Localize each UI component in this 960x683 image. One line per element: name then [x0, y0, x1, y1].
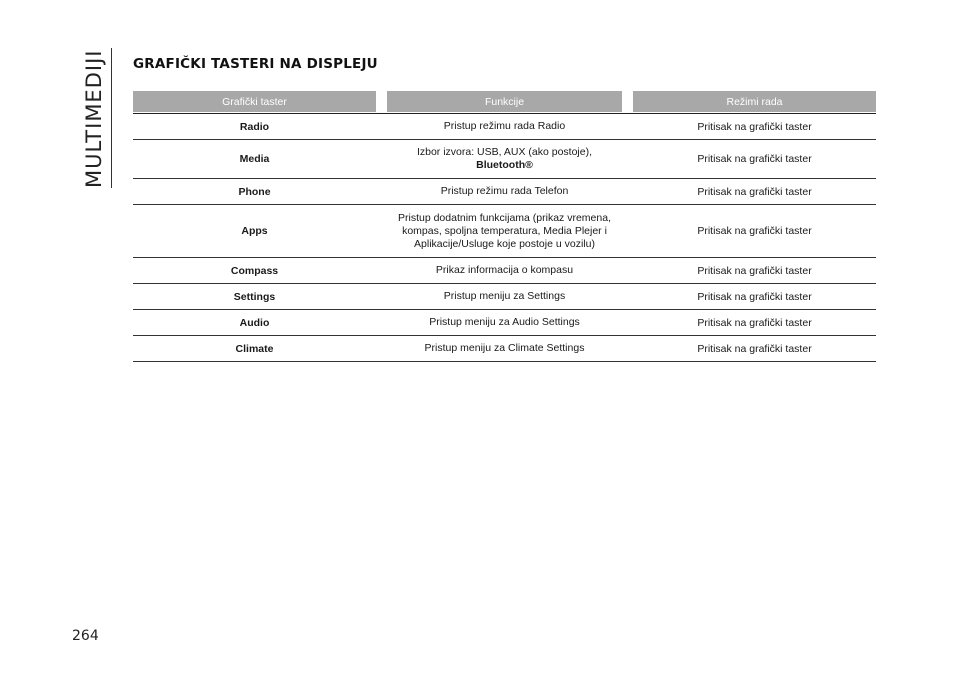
cell-button: Apps [241, 225, 268, 237]
cell-mode: Pritisak na grafički taster [697, 185, 812, 198]
table-row [133, 284, 876, 310]
cell-function-line: Pristup dodatnim funkcijama (prikaz vremena, [397, 211, 611, 224]
cell-function: Prikaz informacija o kompasu [435, 264, 574, 276]
cell-function: Pristup režimu rada Radio [443, 120, 566, 132]
table-row [133, 310, 876, 336]
section-title-vertical [82, 49, 112, 188]
cell-mode: Pritisak na grafički taster [697, 225, 812, 237]
page-heading: GRAFIČKI TASTERI NA DISPLEJU [133, 56, 378, 72]
cell-function-line: Aplikacije/Usluge koje postoje u vozilu) [414, 237, 595, 250]
header-cell-mode: Režimi rada [633, 91, 876, 112]
section-title-text: MULTIMEDIJI [82, 49, 106, 188]
cell-function-line: kompas, spoljna temperatura, Media Plejer i [402, 224, 607, 237]
cell-mode: Pritisak na grafički taster [697, 120, 812, 133]
section-divider [111, 48, 112, 188]
cell-function: Pristup meniju za Audio Settings [429, 316, 580, 328]
cell-function-line: Izbor izvora: USB, AUX (ako postoje), [416, 146, 593, 158]
cell-function: Pristup režimu rada Telefon [440, 185, 569, 197]
table-row [133, 179, 876, 205]
cell-mode: Pritisak na grafički taster [697, 342, 812, 355]
header-cell-function: Funkcije [387, 91, 622, 112]
table-row [133, 140, 876, 179]
buttons-table [133, 91, 876, 362]
table-row [133, 205, 876, 258]
header-cell-button: Grafički taster [133, 91, 376, 112]
cell-button: Phone [238, 185, 271, 198]
cell-function-bold: Bluetooth® [476, 159, 533, 171]
cell-button: Audio [239, 316, 270, 329]
cell-button: Media [239, 153, 270, 165]
cell-mode: Pritisak na grafički taster [697, 290, 812, 303]
table-row [133, 336, 876, 362]
cell-button: Settings [233, 290, 276, 303]
cell-mode: Pritisak na grafički taster [697, 264, 812, 277]
cell-mode: Pritisak na grafički taster [697, 153, 812, 165]
cell-button: Climate [235, 342, 274, 355]
cell-function: Pristup meniju za Climate Settings [424, 342, 585, 354]
cell-button: Compass [230, 264, 279, 277]
cell-function: Pristup meniju za Settings [443, 290, 566, 302]
cell-mode: Pritisak na grafički taster [697, 316, 812, 329]
page-number: 264 [72, 628, 99, 644]
cell-function [387, 146, 622, 172]
cell-function [387, 212, 622, 251]
cell-button: Radio [239, 120, 270, 133]
table-row [133, 114, 876, 140]
table-header [133, 91, 876, 112]
table-row [133, 258, 876, 284]
